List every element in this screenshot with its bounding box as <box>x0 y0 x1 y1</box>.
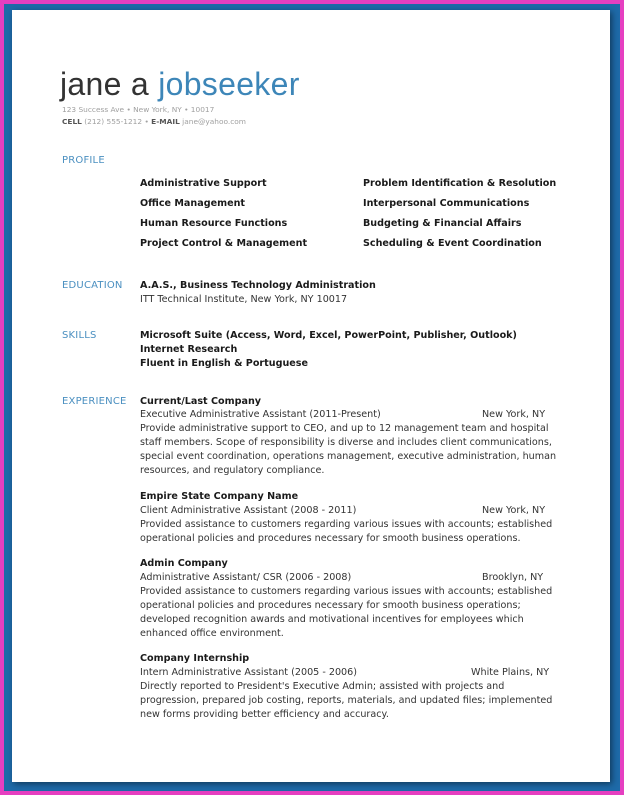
cell-number: (212) 555-1212 <box>84 117 143 126</box>
skill-item: Microsoft Suite (Access, Word, Excel, PowerPoint, Publisher, Outlook) <box>140 330 517 341</box>
profile-skill: Office Management <box>140 198 246 209</box>
section-label-skills: SKILLS <box>62 330 97 341</box>
job-location: New York, NY <box>482 409 546 420</box>
job-description-line: operational policies and procedures necessary for smooth business operations; <box>140 600 521 611</box>
name-first: jane a <box>60 66 149 102</box>
resume-name <box>60 66 300 102</box>
job-location: White Plains, NY <box>471 667 550 678</box>
email-label: E-MAIL <box>151 117 180 126</box>
job-description-line: Provide administrative support to CEO, and up to 12 management team and hospital <box>140 423 549 434</box>
profile-skill: Human Resource Functions <box>140 218 288 229</box>
job-company: Current/Last Company <box>140 396 262 407</box>
job-description-line: new forms providing better efficiency and accuracy. <box>140 709 389 720</box>
section-label-education: EDUCATION <box>62 280 123 291</box>
contact-line <box>62 117 246 127</box>
job-location: New York, NY <box>482 505 546 516</box>
section-label-profile: PROFILE <box>62 155 105 166</box>
job-title: Intern Administrative Assistant (2005 - 2006) <box>140 667 357 678</box>
job-description-line: operational policies and procedures necessary for smooth business operations. <box>140 533 521 544</box>
job-description-line: resources, and regulatory compliance. <box>140 465 325 476</box>
job-company: Empire State Company Name <box>140 491 299 502</box>
skill-item: Internet Research <box>140 344 238 355</box>
profile-skill: Interpersonal Communications <box>363 198 530 209</box>
job-location: Brooklyn, NY <box>482 572 544 583</box>
job-description-line: Provided assistance to customers regarding various issues with accounts; established <box>140 586 553 597</box>
job-description-line: special event coordination, operations management, executive administration, human <box>140 451 557 462</box>
job-company: Company Internship <box>140 653 250 664</box>
job-description-line: progression, prepared job costing, reports, materials, and updated files; implemented <box>140 695 553 706</box>
section-label-experience: EXPERIENCE <box>62 396 127 407</box>
contact-separator: • <box>144 117 149 126</box>
name-last: jobseeker <box>158 66 300 102</box>
job-title: Executive Administrative Assistant (2011-Present) <box>140 409 381 420</box>
profile-skill: Administrative Support <box>140 178 267 189</box>
profile-skill: Problem Identification & Resolution <box>363 178 557 189</box>
job-title: Client Administrative Assistant (2008 - 2011) <box>140 505 357 516</box>
job-description-line: developed recognition awards and motivational incentives for employees which <box>140 614 524 625</box>
job-title: Administrative Assistant/ CSR (2006 - 2008) <box>140 572 352 583</box>
profile-skill: Project Control & Management <box>140 238 308 249</box>
job-description-line: staff members. Scope of responsibility is diverse and includes client communications, <box>140 437 552 448</box>
skill-item: Fluent in English & Portuguese <box>140 358 308 369</box>
profile-skill: Budgeting & Financial Affairs <box>363 218 522 229</box>
contact-address: 123 Success Ave • New York, NY • 10017 <box>62 105 215 114</box>
resume-page <box>12 10 610 782</box>
profile-skill: Scheduling & Event Coordination <box>363 238 542 249</box>
email-address: jane@yahoo.com <box>182 117 247 126</box>
education-degree: A.A.S., Business Technology Administration <box>140 280 376 291</box>
job-description-line: Directly reported to President's Executive Admin; assisted with projects and <box>140 681 505 692</box>
job-description-line: enhanced office environment. <box>140 628 284 639</box>
cell-label: CELL <box>62 117 82 126</box>
job-description-line: Provided assistance to customers regarding various issues with accounts; established <box>140 519 553 530</box>
education-school: ITT Technical Institute, New York, NY 10017 <box>140 294 348 305</box>
job-company: Admin Company <box>140 558 228 569</box>
